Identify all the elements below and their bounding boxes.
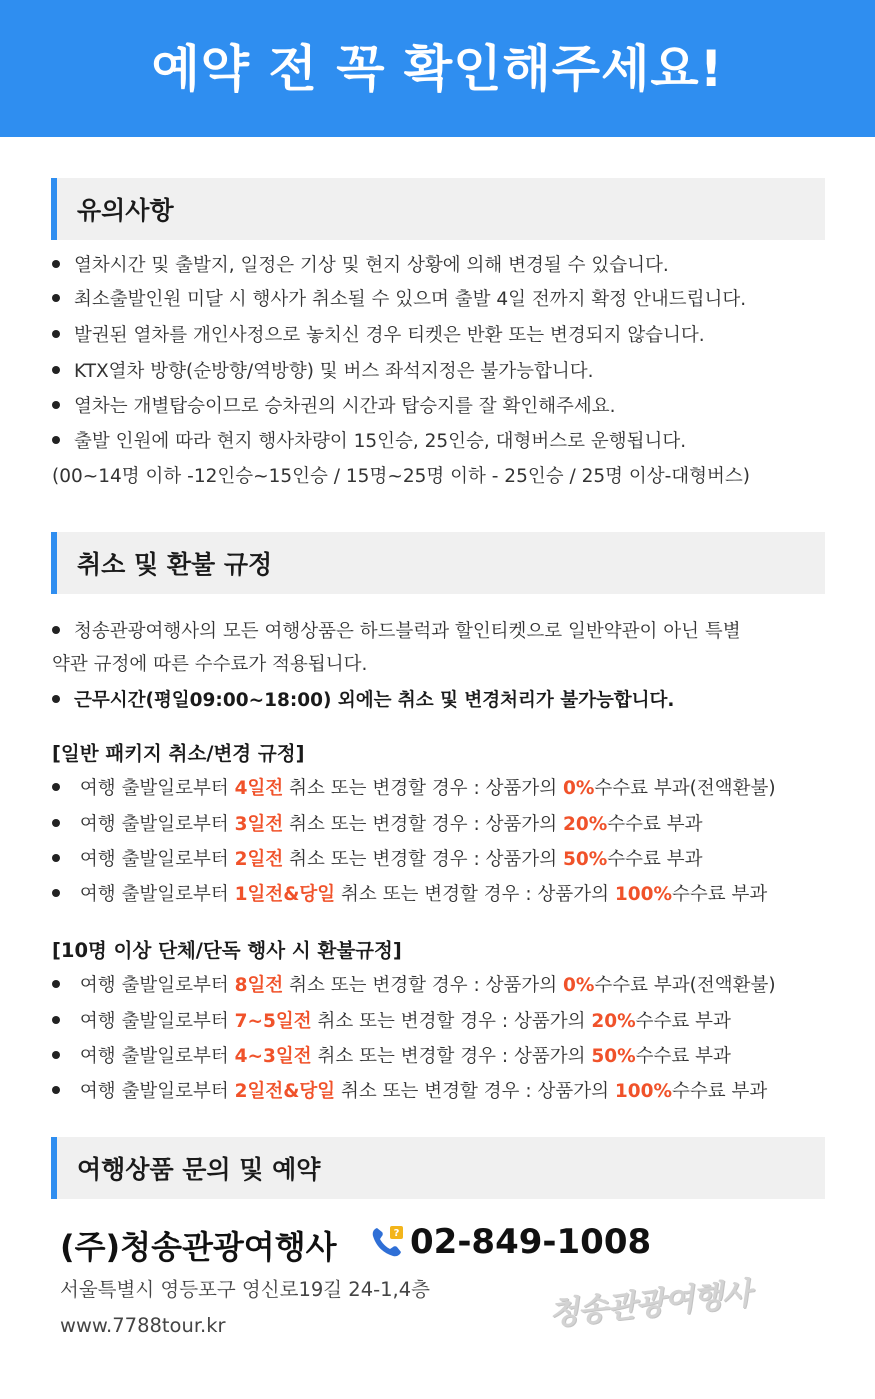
rule-prefix: 여행 출발일로부터	[79, 1046, 235, 1067]
rule-prefix: 여행 출발일로부터	[79, 849, 235, 870]
phone-number: 02-849-1008	[410, 1222, 652, 1262]
rule-item	[52, 974, 776, 998]
rule-period: 4~3일전	[234, 1046, 312, 1067]
rule-item	[52, 848, 703, 872]
rule-item	[52, 777, 776, 801]
rule-period: 3일전	[234, 814, 284, 835]
rule-prefix: 여행 출발일로부터	[79, 975, 235, 996]
refund-hours: 근무시간(평일09:00~18:00) 외에는 취소 및 변경처리가 불가능합니다.	[52, 689, 674, 713]
rule-middle: 취소 또는 변경할 경우 : 상품가의	[311, 1046, 592, 1067]
section-refund-header	[51, 532, 825, 594]
rule-period: 4일전	[234, 778, 284, 799]
phone-icon	[368, 1223, 406, 1261]
notice-item: 최소출발인원 미달 시 행사가 취소될 수 있으며 출발 4일 전까지 확정 안내드립니다.	[52, 288, 746, 312]
rule-fee: 100%	[614, 1081, 673, 1102]
rule-middle: 취소 또는 변경할 경우 : 상품가의	[283, 849, 563, 870]
section-notice-header	[51, 178, 825, 240]
rule-suffix: 수수료 부과	[594, 778, 690, 799]
rule-middle: 취소 또는 변경할 경우 : 상품가의	[283, 975, 563, 996]
notice-item: 발권된 열차를 개인사정으로 놓치신 경우 티켓은 반환 또는 변경되지 않습니다.	[52, 324, 705, 348]
phone-link[interactable]	[368, 1222, 651, 1262]
rule-extra: (전액환불)	[689, 975, 776, 996]
rule-suffix: 수수료 부과	[672, 1081, 768, 1102]
rule-item	[52, 1045, 731, 1069]
rule-middle: 취소 또는 변경할 경우 : 상품가의	[335, 884, 615, 905]
notice-item: 출발 인원에 따라 현지 행사차량이 15인승, 25인승, 대형버스로 운행됩니다.	[52, 430, 686, 454]
rule-prefix: 여행 출발일로부터	[79, 1011, 235, 1032]
rule-fee: 50%	[591, 1046, 636, 1067]
rule-fee: 0%	[562, 975, 595, 996]
rule-period: 1일전&당일	[234, 884, 336, 905]
rule-item	[52, 813, 703, 837]
rule-item	[52, 1080, 767, 1104]
rule-middle: 취소 또는 변경할 경우 : 상품가의	[335, 1081, 615, 1102]
rule-prefix: 여행 출발일로부터	[79, 778, 235, 799]
section-title: 여행상품 문의 및 예약	[77, 1155, 321, 1184]
rule-prefix: 여행 출발일로부터	[79, 814, 235, 835]
rule-suffix: 수수료 부과	[607, 814, 703, 835]
refund-intro-cont: 약관 규정에 따른 수수료가 적용됩니다.	[52, 654, 368, 675]
rule-prefix: 여행 출발일로부터	[79, 1081, 235, 1102]
watermark-logo: 청송관광여행사	[547, 1275, 753, 1333]
website-link[interactable]: www.7788tour.kr	[60, 1314, 226, 1337]
rule-fee: 20%	[562, 814, 608, 835]
rule-fee: 20%	[591, 1011, 636, 1032]
rule-suffix: 수수료 부과	[594, 975, 690, 996]
group-rules-title: [10명 이상 단체/단독 행사 시 환불규정]	[52, 939, 402, 962]
rule-middle: 취소 또는 변경할 경우 : 상품가의	[311, 1011, 592, 1032]
header-banner	[0, 0, 875, 137]
rule-fee: 50%	[562, 849, 608, 870]
company-address: 서울특별시 영등포구 영신로19길 24-1,4층	[60, 1278, 430, 1301]
rule-middle: 취소 또는 변경할 경우 : 상품가의	[283, 778, 563, 799]
section-contact-header	[51, 1137, 825, 1199]
rule-suffix: 수수료 부과	[635, 1011, 731, 1032]
rule-item	[52, 883, 767, 907]
rule-period: 2일전	[234, 849, 284, 870]
general-rules-title: [일반 패키지 취소/변경 규정]	[52, 742, 305, 765]
rule-middle: 취소 또는 변경할 경우 : 상품가의	[283, 814, 563, 835]
rule-fee: 0%	[562, 778, 595, 799]
notice-item: KTX열차 방향(순방향/역방향) 및 버스 좌석지정은 불가능합니다.	[52, 360, 594, 384]
rule-period: 7~5일전	[234, 1011, 312, 1032]
rule-item	[52, 1010, 731, 1034]
page-title: 예약 전 꼭 확인해주세요!	[151, 39, 724, 98]
refund-intro: 청송관광여행사의 모든 여행상품은 하드블럭과 할인티켓으로 일반약관이 아닌 특별	[52, 620, 741, 644]
section-title: 유의사항	[77, 196, 174, 225]
notice-item: 열차시간 및 출발지, 일정은 기상 및 현지 상황에 의해 변경될 수 있습니다.	[52, 254, 669, 278]
svg-text:?: ?	[393, 1228, 400, 1239]
rule-suffix: 수수료 부과	[672, 884, 768, 905]
rule-fee: 100%	[614, 884, 673, 905]
rule-extra: (전액환불)	[689, 778, 776, 799]
rule-suffix: 수수료 부과	[635, 1046, 731, 1067]
rule-prefix: 여행 출발일로부터	[79, 884, 235, 905]
notice-note: (00~14명 이하 -12인승~15인승 / 15명~25명 이하 - 25인승 / 25명 이상-대형버스)	[52, 466, 750, 487]
rule-suffix: 수수료 부과	[607, 849, 703, 870]
notice-item: 열차는 개별탑승이므로 승차권의 시간과 탑승지를 잘 확인해주세요.	[52, 395, 616, 419]
rule-period: 8일전	[234, 975, 284, 996]
section-title: 취소 및 환불 규정	[77, 550, 273, 579]
company-name: (주)청송관광여행사	[60, 1228, 337, 1266]
rule-period: 2일전&당일	[234, 1081, 336, 1102]
